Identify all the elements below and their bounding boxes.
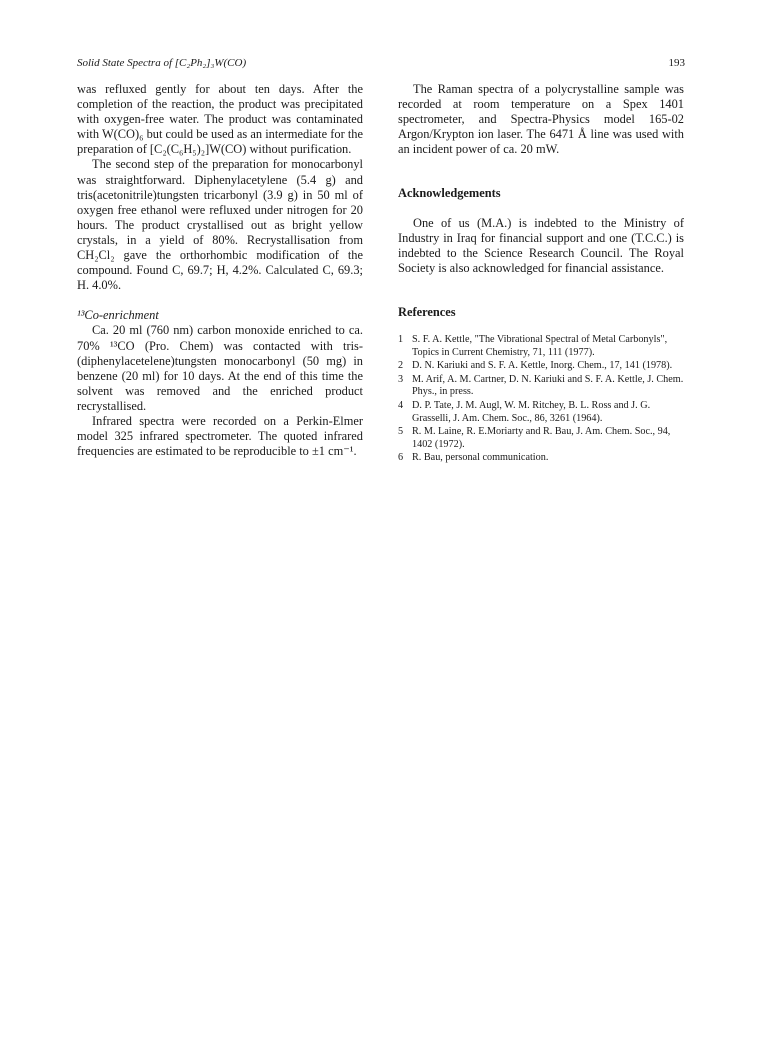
paragraph-co-enrichment: Ca. 20 ml (760 nm) carbon monoxide enriched to ca. 70% ¹³CO (Pro. Chem) was contacted with tris-(diphenylacetelene)tungsten monocarbonyl (50 mg) in benzene (20 ml) for 10 days. At the end of this time the solvent was removed and the enriched product recrystallised. <box>77 323 363 413</box>
paragraph-infrared: Infrared spectra were recorded on a Perkin-Elmer model 325 infrared spectrometer. The quoted infrared frequencies are estimated to be reproducible to ±1 cm⁻¹. <box>77 413 363 459</box>
reference-item: 5 R. M. Laine, R. E.Moriarty and R. Bau, J. Am. Chem. Soc., 94, 1402 (1972). <box>398 426 671 450</box>
page-number: 193 <box>668 57 685 69</box>
section-title-co-enrichment: ¹³Co-enrichment <box>77 308 159 323</box>
reference-item: 2 D. N. Kariuki and S. F. A. Kettle, Inorg. Chem., 17, 141 (1978). <box>398 360 673 372</box>
right-column <box>398 82 684 466</box>
reference-item: 3 M. Arif, A. M. Cartner, D. N. Kariuki and S. F. A. Kettle, J. Chem. Phys., in press. <box>398 373 684 398</box>
running-title: Solid State Spectra of [C₂Ph₂]₃W(CO) <box>77 57 247 69</box>
reference-item: 1 S. F. A. Kettle, "The Vibrational Spectral of Metal Carbonyls", Topics in Current Chemistry, 71, 111 (1977). <box>398 334 668 358</box>
reference-list <box>398 334 684 465</box>
paragraph-second-step: The second step of the preparation for monocarbonyl was straightforward. Diphenylacetylene (5.4 g) and tris(acetonitrile)tungsten tricarbonyl (3.9 g) in 50 ml of oxygen free ethanol were refluxed under nitrogen for 20 hours. The product crystallised out as bright yellow crystals, in a yield of 80%. Recrystallisation from CH₂Cl₂ gave the orthorhombic modification of the compound. Found C, 69.7; H, 4.2%. Calculated C, 69.3; H. 4.0%. <box>77 157 363 293</box>
paragraph-reflux: was refluxed gently for about ten days. After the completion of the reaction, the product was precipitated with oxygen-free water. The product was contaminated with W(CO)₆ but could be used as an intermediate for the preparation of [C₂(C₆H₅)₂]W(CO) without purification. <box>77 82 363 157</box>
acknowledgements-heading: Acknowledgements <box>398 186 501 201</box>
reference-item: 4 D. P. Tate, J. M. Augl, W. M. Ritchey, B. L. Ross and J. G. Grasselli, J. Am. Chem. Soc., 86, 3261 (1964). <box>398 400 651 424</box>
paragraph-raman: The Raman spectra of a polycrystalline sample was recorded at room temperature on a Spex 1401 spectrometer, and Spectra-Physics model 165-02 Argon/Krypton ion laser. The 6471 Å line was used with an incident power of ca. 20 mW. <box>398 82 684 157</box>
left-column <box>77 82 363 459</box>
acknowledgements-text: One of us (M.A.) is indebted to the Ministry of Industry in Iraq for financial support and one (T.C.C.) is indebted to the Science Research Council. The Royal Society is also acknowledged for financial assistance. <box>398 215 684 275</box>
reference-item: 6 R. Bau, personal communication. <box>398 452 549 464</box>
references-heading: References <box>398 304 456 319</box>
